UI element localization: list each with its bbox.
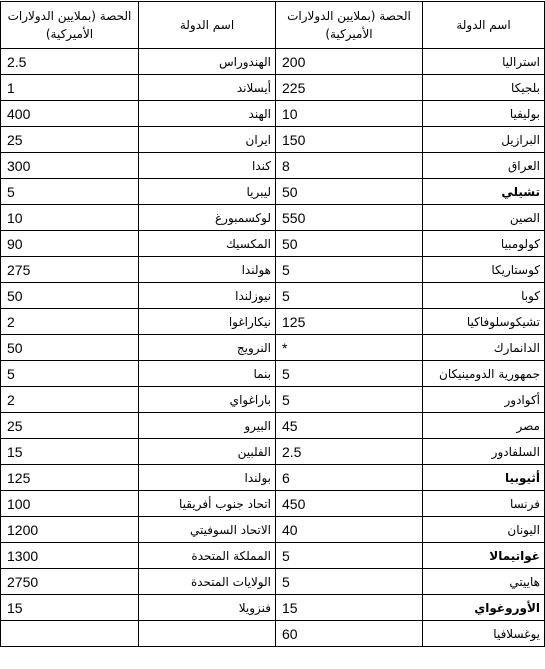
share-value-right: 450 xyxy=(276,491,423,517)
country-name-left: نيكاراغوا xyxy=(139,309,276,335)
share-value-left xyxy=(1,621,139,647)
country-name-left: المملكة المتحدة xyxy=(139,543,276,569)
country-name-left: الفلبين xyxy=(139,439,276,465)
share-value-right: 5 xyxy=(276,257,423,283)
country-name-right: تشيلي xyxy=(423,179,545,205)
share-value-right: 5 xyxy=(276,569,423,595)
share-value-right: 5 xyxy=(276,361,423,387)
country-name-left: الولايات المتحدة xyxy=(139,569,276,595)
share-value-left: 2 xyxy=(1,387,139,413)
share-value-left: 125 xyxy=(1,465,139,491)
share-value-left: 25 xyxy=(1,127,139,153)
country-name-right: بلجيكا xyxy=(423,75,545,101)
country-name-right: الأوروغواي xyxy=(423,595,545,621)
share-value-right: 10 xyxy=(276,101,423,127)
share-value-left: 300 xyxy=(1,153,139,179)
country-name-right: الصين xyxy=(423,205,545,231)
country-name-right: الدانمارك xyxy=(423,335,545,361)
table-row xyxy=(1,75,545,101)
table-row xyxy=(1,517,545,543)
share-value-left: 2750 xyxy=(1,569,139,595)
share-value-left: 15 xyxy=(1,595,139,621)
share-value-left: 5 xyxy=(1,179,139,205)
share-value-left: 275 xyxy=(1,257,139,283)
table-row xyxy=(1,465,545,491)
country-name-right: أكوادور xyxy=(423,387,545,413)
table-row xyxy=(1,439,545,465)
share-value-left: 2.5 xyxy=(1,49,139,75)
country-name-right: اليونان xyxy=(423,517,545,543)
share-value-right: 5 xyxy=(276,283,423,309)
country-name-right: تشيكوسلوفاكيا xyxy=(423,309,545,335)
header-row xyxy=(1,2,545,49)
table-row xyxy=(1,569,545,595)
share-value-right: 225 xyxy=(276,75,423,101)
share-value-right: 50 xyxy=(276,179,423,205)
country-name-right: هاييتي xyxy=(423,569,545,595)
country-name-left: لوكسمبورغ xyxy=(139,205,276,231)
country-name-right: أثيوبيا xyxy=(423,465,545,491)
country-name-right: غواتيمالا xyxy=(423,543,545,569)
table-row xyxy=(1,49,545,75)
country-name-right: بوليفيا xyxy=(423,101,545,127)
country-name-left: الهند xyxy=(139,101,276,127)
table-row xyxy=(1,543,545,569)
country-name-left: هولندا xyxy=(139,257,276,283)
header-country-left: اسم الدولة xyxy=(139,2,276,49)
share-value-left: 400 xyxy=(1,101,139,127)
share-value-right: 60 xyxy=(276,621,423,647)
share-value-right: 8 xyxy=(276,153,423,179)
country-name-right: كوبا xyxy=(423,283,545,309)
country-name-left: الاتحاد السوفيتي xyxy=(139,517,276,543)
table-row xyxy=(1,153,545,179)
country-name-right: كوستاريكا xyxy=(423,257,545,283)
country-name-left: بولندا xyxy=(139,465,276,491)
share-value-left: 2 xyxy=(1,309,139,335)
table-row xyxy=(1,361,545,387)
country-name-left xyxy=(139,621,276,647)
country-name-left: المكسيك xyxy=(139,231,276,257)
table-row xyxy=(1,101,545,127)
country-name-right: فرنسا xyxy=(423,491,545,517)
share-value-left: 100 xyxy=(1,491,139,517)
country-name-left: ايران xyxy=(139,127,276,153)
country-name-right: يوغسلافيا xyxy=(423,621,545,647)
table-row xyxy=(1,205,545,231)
country-name-left: ليبريا xyxy=(139,179,276,205)
share-value-right: 15 xyxy=(276,595,423,621)
country-name-right: جمهورية الدومينيكان xyxy=(423,361,545,387)
table-row xyxy=(1,179,545,205)
table-row xyxy=(1,621,545,647)
country-name-left: باراغواي xyxy=(139,387,276,413)
share-value-right: 6 xyxy=(276,465,423,491)
share-value-right: 5 xyxy=(276,387,423,413)
share-value-left: 1300 xyxy=(1,543,139,569)
share-value-right: * xyxy=(276,335,423,361)
share-value-right: 150 xyxy=(276,127,423,153)
table-row xyxy=(1,309,545,335)
country-name-right: مصر xyxy=(423,413,545,439)
share-value-left: 50 xyxy=(1,335,139,361)
table-row xyxy=(1,283,545,309)
table-row xyxy=(1,387,545,413)
country-name-left: اتحاد جنوب أفريقيا xyxy=(139,491,276,517)
share-value-left: 10 xyxy=(1,205,139,231)
table-row xyxy=(1,231,545,257)
country-name-right: كولومبيا xyxy=(423,231,545,257)
table-body xyxy=(1,49,545,647)
share-value-left: 5 xyxy=(1,361,139,387)
table-row xyxy=(1,257,545,283)
country-name-left: كندا xyxy=(139,153,276,179)
country-name-right: العراق xyxy=(423,153,545,179)
share-value-right: 2.5 xyxy=(276,439,423,465)
share-value-left: 50 xyxy=(1,283,139,309)
header-share-left: الحصة (بملايين الدولارات الأميركية) xyxy=(1,2,139,49)
table-row xyxy=(1,127,545,153)
table-row xyxy=(1,491,545,517)
share-value-left: 1 xyxy=(1,75,139,101)
share-value-right: 50 xyxy=(276,231,423,257)
share-value-left: 25 xyxy=(1,413,139,439)
share-value-right: 125 xyxy=(276,309,423,335)
country-name-left: فنزويلا xyxy=(139,595,276,621)
country-name-left: أيسلاند xyxy=(139,75,276,101)
country-name-right: البرازيل xyxy=(423,127,545,153)
country-name-left: النرويج xyxy=(139,335,276,361)
table-row xyxy=(1,335,545,361)
share-value-right: 200 xyxy=(276,49,423,75)
share-value-right: 45 xyxy=(276,413,423,439)
share-value-left: 1200 xyxy=(1,517,139,543)
quota-table xyxy=(0,1,545,647)
header-country-right: اسم الدولة xyxy=(423,2,545,49)
share-value-left: 15 xyxy=(1,439,139,465)
table-row xyxy=(1,595,545,621)
table-row xyxy=(1,413,545,439)
country-name-left: الهندوراس xyxy=(139,49,276,75)
share-value-left: 90 xyxy=(1,231,139,257)
share-value-right: 5 xyxy=(276,543,423,569)
country-name-left: نيوزلندا xyxy=(139,283,276,309)
country-name-right: السلفادور xyxy=(423,439,545,465)
share-value-right: 40 xyxy=(276,517,423,543)
country-name-left: البيرو xyxy=(139,413,276,439)
country-name-right: استراليا xyxy=(423,49,545,75)
country-name-left: بنما xyxy=(139,361,276,387)
header-share-right: الحصة (بملايين الدولارات الأميركية) xyxy=(276,2,423,49)
share-value-right: 550 xyxy=(276,205,423,231)
